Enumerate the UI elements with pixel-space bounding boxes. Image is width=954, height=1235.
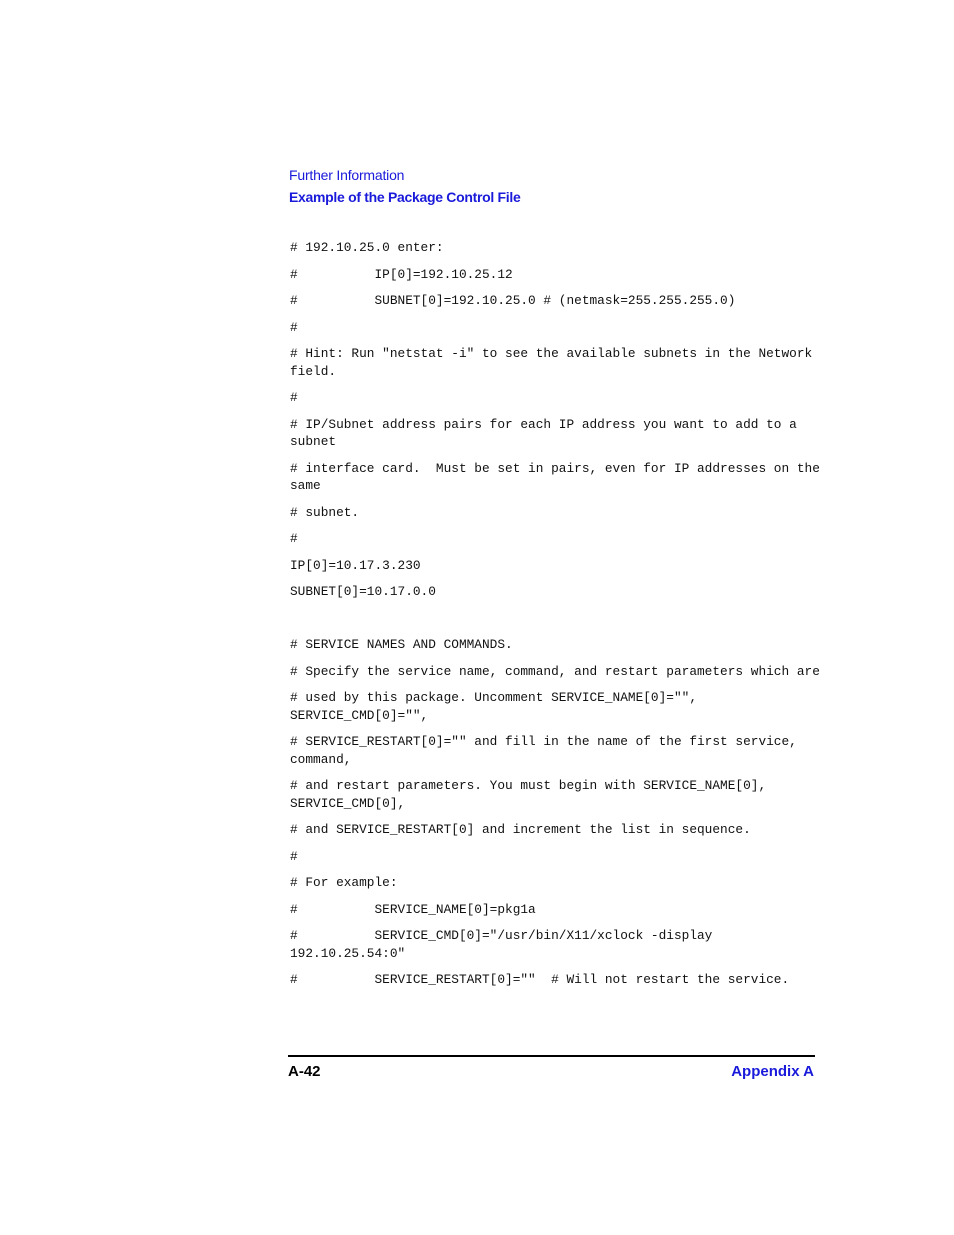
code-line: # Specify the service name, command, and restart parameters which are	[290, 663, 820, 679]
code-line: # SERVICE NAMES AND COMMANDS.	[290, 637, 513, 652]
page-number: A-42	[288, 1063, 321, 1080]
code-line: # and SERVICE_RESTART[0] and increment the list in sequence.	[290, 822, 751, 837]
code-line: # 192.10.25.0 enter:	[290, 240, 444, 255]
code-line: # For example:	[290, 875, 398, 890]
code-line: #	[290, 531, 298, 546]
code-line: # SERVICE_CMD[0]="/usr/bin/X11/xclock -display 192.10.25.54:0"	[290, 928, 721, 961]
appendix-label: Appendix A	[731, 1063, 814, 1080]
code-line: # subnet.	[290, 504, 360, 520]
code-listing	[290, 239, 828, 998]
code-line: IP[0]=10.17.3.230	[290, 557, 421, 573]
footer-divider	[288, 1055, 815, 1057]
code-line: # SUBNET[0]=192.10.25.0 # (netmask=255.255.255.0)	[290, 293, 736, 308]
code-line: #	[290, 390, 298, 405]
code-line: #	[290, 319, 298, 335]
code-line: # IP[0]=192.10.25.12	[290, 266, 513, 282]
code-line: # and restart parameters. You must begin with SERVICE_NAME[0], SERVICE_CMD[0],	[290, 778, 774, 811]
code-line	[290, 610, 820, 628]
code-line: # used by this package. Uncomment SERVICE_NAME[0]="", SERVICE_CMD[0]="",	[290, 690, 705, 723]
code-line: SUBNET[0]=10.17.0.0	[290, 584, 436, 599]
code-line: # IP/Subnet address pairs for each IP address you want to add to a subnet	[290, 416, 805, 449]
code-line: # Hint: Run "netstat -i" to see the available subnets in the Network field.	[290, 346, 820, 379]
code-line: # SERVICE_RESTART[0]="" and fill in the name of the first service, command,	[290, 734, 805, 767]
code-line: # SERVICE_RESTART[0]="" # Will not restart the service.	[290, 972, 790, 987]
running-header	[289, 166, 829, 206]
breadcrumb: Further Information	[289, 167, 405, 183]
code-line: # interface card. Must be set in pairs, even for IP addresses on the same	[290, 460, 828, 493]
code-line: #	[290, 848, 298, 864]
code-line: # SERVICE_NAME[0]=pkg1a	[290, 901, 536, 917]
section-title: Example of the Package Control File	[289, 189, 521, 205]
